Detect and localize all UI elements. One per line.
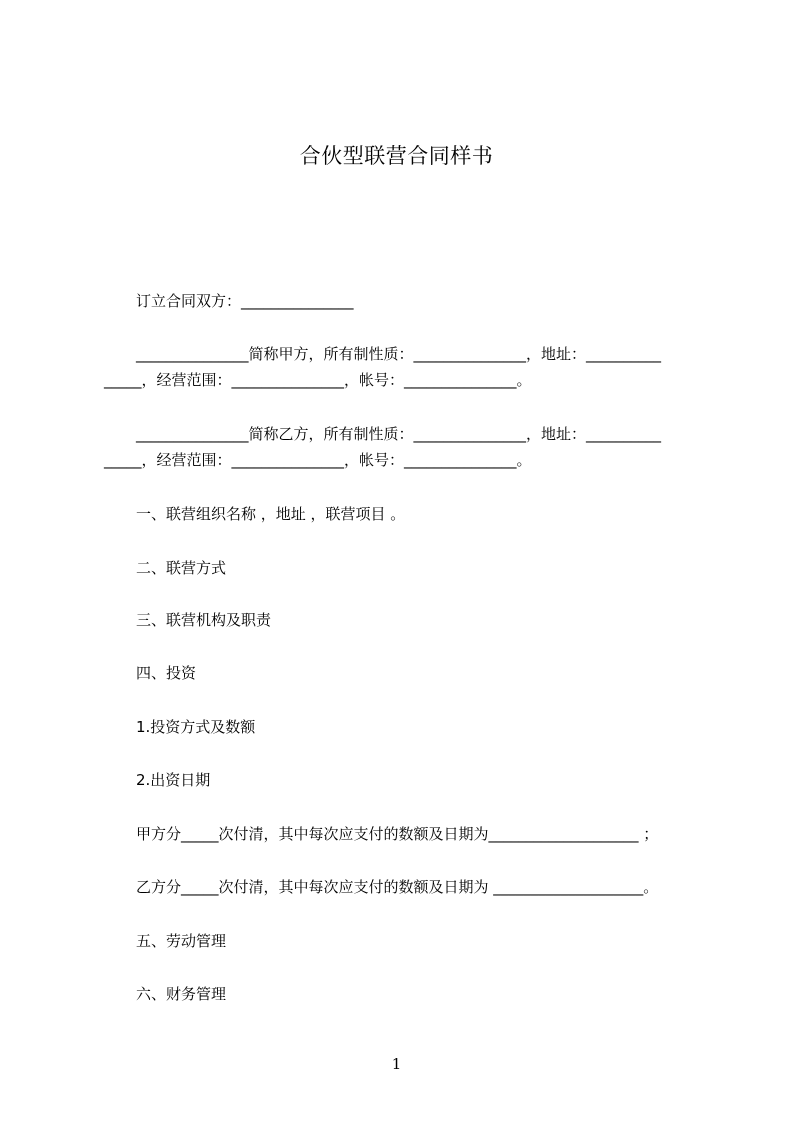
party-a-payment-line: 甲方分_____次付清，其中每次应支付的数额及日期为____________________ ； [136, 825, 659, 843]
contract-parties-line: 订立合同双方：_______________ [136, 292, 354, 310]
subsection-4-2: 2.出资日期 [136, 771, 211, 789]
section-3-heading: 三、联营机构及职责 [136, 611, 272, 629]
section-5-heading: 五、劳动管理 [136, 932, 227, 950]
party-b-line-2: _____，经营范围：_______________，帐号：_______________。 [104, 451, 532, 469]
document-title: 合伙型联营合同样书 [299, 144, 494, 168]
party-a-line-2: _____，经营范围：_______________，帐号：_______________。 [104, 371, 532, 389]
page-number: 1 [391, 1055, 402, 1073]
section-6-heading: 六、财务管理 [136, 985, 227, 1003]
party-a-line-1: _______________简称甲方，所有制性质：_______________，地址：__________ [136, 345, 662, 363]
subsection-4-1: 1.投资方式及数额 [136, 718, 256, 736]
party-b-line-1: _______________简称乙方，所有制性质：_______________，地址：__________ [136, 425, 662, 443]
party-b-payment-line: 乙方分_____次付清，其中每次应支付的数额及日期为 ____________________。 [136, 878, 659, 896]
section-2-heading: 二、联营方式 [136, 559, 227, 577]
section-4-heading: 四、投资 [136, 664, 197, 682]
section-1-heading: 一、联营组织名称 ，地址 ，联营项目 。 [136, 505, 406, 523]
